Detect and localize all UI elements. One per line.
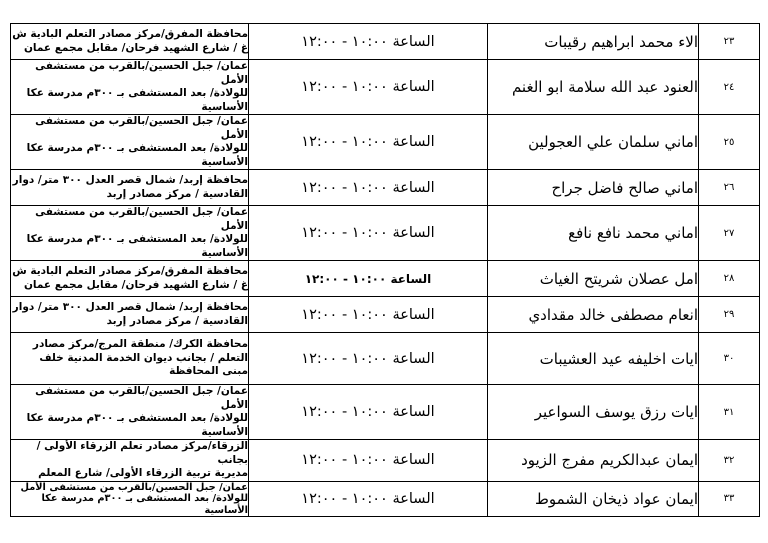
location-line: محافظة المفرق/مركز مصادر التعلم البادية ش xyxy=(12,265,248,277)
time-slot: الساعة ١٠:٠٠ - ١٢:٠٠ xyxy=(249,297,488,333)
time-slot: الساعة ١٠:٠٠ - ١٢:٠٠ xyxy=(249,481,488,517)
location-line: القادسية / مركز مصادر إربد xyxy=(106,314,248,327)
exam-location xyxy=(11,440,249,482)
row-number-text: ٣٣ xyxy=(723,493,735,505)
exam-location xyxy=(11,261,249,297)
location-line: عمان/ جبل الحسين/بالقرب من مستشفى الأمل xyxy=(35,385,248,411)
table-row xyxy=(11,333,760,385)
time-slot: الساعة ١٠:٠٠ - ١٢:٠٠ xyxy=(249,333,488,385)
location-line: محافظة إربد/ شمال قصر العدل ٣٠٠ متر/ دوار xyxy=(12,301,248,313)
time-slot: الساعة ١٠:٠٠ - ١٢:٠٠ xyxy=(249,170,488,206)
time-slot: الساعة ١٠:٠٠ - ١٢:٠٠ xyxy=(249,60,488,115)
table-row xyxy=(11,440,760,482)
time-slot: الساعة ١٠:٠٠ - ١٢:٠٠ xyxy=(249,440,488,482)
row-number xyxy=(699,297,760,333)
location-line: عمان/ جبل الحسين/بالقرب من مستشفى الأمل xyxy=(35,60,248,86)
row-number xyxy=(699,24,760,60)
location-line: الزرقاء/مركز مصادر تعلم الزرقاء الأولى /بجانب xyxy=(36,440,248,466)
location-line: الأساسية xyxy=(201,246,248,259)
row-number-text: ٢٣ xyxy=(723,36,735,47)
row-number xyxy=(699,115,760,170)
location-line: عمان/ جبل الحسين/بالقرب من مستشفى الأمل xyxy=(20,481,248,493)
row-number-text: ٢٦ xyxy=(723,182,735,193)
time-slot: الساعة ١٠:٠٠ - ١٢:٠٠ xyxy=(249,115,488,170)
person-name: ايمان عواد ذيخان الشموط xyxy=(488,481,699,517)
row-number xyxy=(699,170,760,206)
exam-location xyxy=(11,385,249,440)
location-line: مبنى المحافظة xyxy=(169,365,248,378)
table-row xyxy=(11,385,760,440)
table-row xyxy=(11,115,760,170)
exam-location xyxy=(11,333,249,385)
location-line: محافظة المفرق/مركز مصادر التعلم البادية ش xyxy=(12,28,248,40)
location-line: غ / شارع الشهيد فرحان/ مقابل مجمع عمان xyxy=(23,278,248,291)
location-line: للولادة/ بعد المستشفى بـ ٣٠٠م مدرسة عكا xyxy=(26,87,248,99)
row-number-text: ٢٧ xyxy=(723,227,735,239)
location-line: عمان/ جبل الحسين/بالقرب من مستشفى الأمل xyxy=(35,115,248,141)
person-name: اماني سلمان علي العجولين xyxy=(488,115,699,170)
table-row xyxy=(11,206,760,261)
row-number-text: ٢٥ xyxy=(723,136,735,148)
time-slot: الساعة ١٠:٠٠ - ١٢:٠٠ xyxy=(249,206,488,261)
person-name: انعام مصطفى خالد مقدادي xyxy=(488,297,699,333)
person-name: ايمان عبدالكريم مفرج الزيود xyxy=(488,440,699,482)
exam-location xyxy=(11,60,249,115)
table-row xyxy=(11,481,760,517)
row-number-text: ٢٤ xyxy=(723,81,735,93)
row-number-text: ٣٠ xyxy=(723,353,735,364)
location-line: غ / شارع الشهيد فرحان/ مقابل مجمع عمان xyxy=(23,41,248,54)
table-row xyxy=(11,297,760,333)
location-line: محافظة إربد/ شمال قصر العدل ٣٠٠ متر/ دوار xyxy=(12,174,248,186)
location-line: محافظة الكرك/ منطقة المرج/مركز مصادر xyxy=(32,338,248,351)
time-slot: الساعة ١٠:٠٠ - ١٢:٠٠ xyxy=(249,261,488,297)
location-line: الأساسية xyxy=(201,100,248,113)
exam-location xyxy=(11,481,249,517)
schedule-rows xyxy=(11,24,760,517)
exam-location xyxy=(11,206,249,261)
time-slot: الساعة ١٠:٠٠ - ١٢:٠٠ xyxy=(249,24,488,60)
location-line: الأساسية xyxy=(201,425,248,438)
time-slot: الساعة ١٠:٠٠ - ١٢:٠٠ xyxy=(249,385,488,440)
person-name: الاء محمد ابراهيم رقيبات xyxy=(488,24,699,60)
table-row xyxy=(11,24,760,60)
row-number xyxy=(699,60,760,115)
location-line: الأساسية xyxy=(201,155,248,168)
table-row xyxy=(11,170,760,206)
person-name: ايات اخليفه عيد العشيبات xyxy=(488,333,699,385)
location-line: للولادة/ بعد المستشفى بـ ٣٠٠م مدرسة عكا الأساسية xyxy=(41,493,248,516)
person-name: امل عصلان شريتح الغياث xyxy=(488,261,699,297)
location-line: للولادة/ بعد المستشفى بـ ٣٠٠م مدرسة عكا xyxy=(26,233,248,245)
row-number xyxy=(699,385,760,440)
exam-location xyxy=(11,24,249,60)
row-number xyxy=(699,440,760,482)
person-name: العنود عبد الله سلامة ابو الغنم xyxy=(488,60,699,115)
row-number-text: ٢٨ xyxy=(723,273,735,284)
person-name: اماني صالح فاضل جراح xyxy=(488,170,699,206)
person-name: اماني محمد نافع نافع xyxy=(488,206,699,261)
exam-location xyxy=(11,115,249,170)
exam-location xyxy=(11,297,249,333)
location-line: القادسية / مركز مصادر إربد xyxy=(106,187,248,200)
table-row xyxy=(11,60,760,115)
person-name: ايات رزق يوسف السواعير xyxy=(488,385,699,440)
row-number xyxy=(699,206,760,261)
exam-location xyxy=(11,170,249,206)
location-line: للولادة/ بعد المستشفى بـ ٣٠٠م مدرسة عكا xyxy=(26,412,248,424)
row-number xyxy=(699,481,760,517)
row-number-text: ٣٢ xyxy=(723,454,735,466)
row-number-text: ٣١ xyxy=(723,406,735,418)
row-number xyxy=(699,333,760,385)
row-number-text: ٢٩ xyxy=(723,309,735,320)
location-line: مديرية تربية الزرقاء الأولى/ شارع المعلم xyxy=(38,467,248,479)
row-number xyxy=(699,261,760,297)
schedule-table xyxy=(10,23,760,517)
location-line: عمان/ جبل الحسين/بالقرب من مستشفى الأمل xyxy=(35,206,248,232)
location-line: التعلم / بجانب ديوان الخدمة المدنية خلف xyxy=(39,351,248,364)
table-row xyxy=(11,261,760,297)
location-line: للولادة/ بعد المستشفى بـ ٣٠٠م مدرسة عكا xyxy=(26,142,248,154)
